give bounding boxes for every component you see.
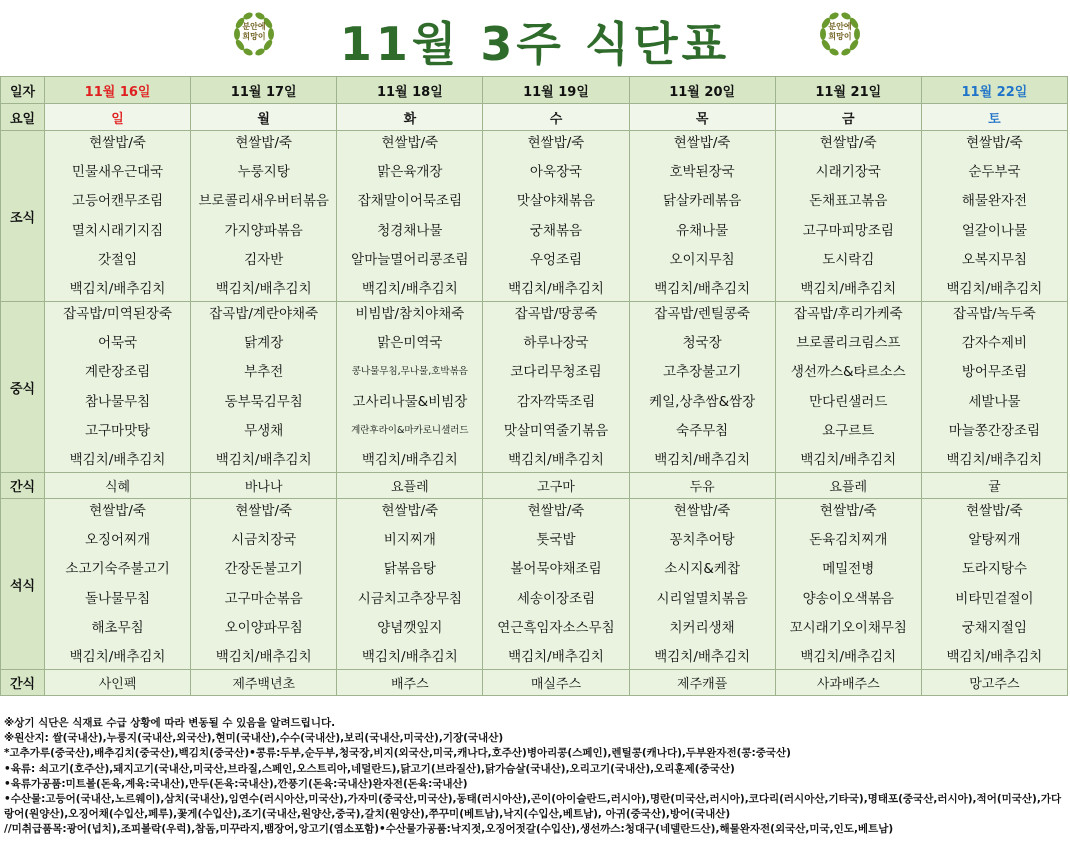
footnote-line: *고추가루(중국산),배추김치(중국산),백김치(중국산)•콩류:두부,순두부,청국장,비지(외국산,미국,캐나다,호주산)병아리콩(스페인),렌틸콩(캐나다),두부완자전(콩:중국산) [4,747,791,760]
dish-item: 비빔밥/참치야채죽 [355,306,465,322]
snack-cell: 망고주스 [921,670,1067,696]
dish-item: 백김치/배추김치 [508,280,604,297]
logo-text: 분안에 희망이 [828,22,852,41]
weekday-cell: 일 [45,104,191,131]
dish-item: 부추전 [244,364,284,381]
dish-item: 아욱장국 [529,164,583,181]
meal-cell [629,302,775,473]
dish-item: 유채나물 [676,222,729,239]
meal-cell [191,302,337,473]
footnote-line: •육류가공품:미트볼(돈육,계육:국내산),만두(돈육:국내산),깐풍기(돈육:국내산)완자전(돈육:국내산) [4,777,468,790]
dish-item: 어묵국 [98,335,138,352]
dish-item: 계란후라이&마카로니샐러드 [351,424,469,436]
dish-item: 닭계장 [244,335,284,352]
dish-item: 얼갈이나물 [961,222,1028,239]
dish-list [483,499,628,669]
dish-item: 고사리나물&비빔장 [352,393,468,410]
dish-item: 도시락김 [822,251,875,268]
meal-label-snack: 간식 [1,473,45,499]
dish-item: 잡곡밥/땅콩죽 [514,306,598,322]
dish-item: 알마늘멸어리콩조림 [351,251,469,268]
snack-cell: 사과배주스 [775,670,921,696]
dish-item: 잡곡밥/미역된장죽 [63,306,173,322]
dish-item: 현쌀밥/죽 [235,503,293,519]
dish-item: 백김치/배추김치 [361,648,458,665]
dish-item: 현쌀밥/죽 [89,503,146,519]
dish-item: 양송이오색볶음 [802,590,894,607]
date-cell: 11월 18일 [337,77,483,104]
meal-cell [45,131,191,302]
dish-item: 현쌀밥/죽 [819,135,877,151]
dish-item: 멸치시래기지짐 [71,222,164,239]
dish-list [922,302,1067,472]
meal-cell [775,302,921,473]
dish-item: 도라지탕수 [961,561,1028,578]
dish-item: 비타민겉절이 [955,590,1034,607]
dish-item: 현쌀밥/죽 [89,135,146,151]
dish-item: 양념깻잎지 [377,619,443,636]
dish-item: 현쌀밥/죽 [527,503,585,519]
dish-list [483,302,628,472]
snack-cell: 바나나 [191,473,337,499]
dish-list [922,131,1067,301]
dish-item: 현쌀밥/죽 [673,135,731,151]
meal-cell [775,131,921,302]
dish-item: 궁채지절임 [961,619,1028,636]
dish-item: 갓절임 [98,251,138,268]
dish-item: 감자수제비 [961,335,1028,352]
meal-cell [191,499,337,670]
dish-item: 김자반 [244,251,284,268]
dish-list [922,499,1067,669]
dish-item: 맑은육개장 [377,164,443,181]
meal-cell [483,131,629,302]
dish-item: 백김치/배추김치 [800,451,897,468]
snack-cell: 매실주스 [483,670,629,696]
meal-cell [629,499,775,670]
dish-item: 백김치/배추김치 [946,451,1043,468]
dish-item: 고구마맛탕 [84,422,151,439]
logo-text: 분안에 희망이 [242,22,266,41]
dish-list [776,302,921,472]
dish-list [337,499,482,669]
dish-item: 잡곡밥/렌틸콩죽 [654,306,751,322]
meal-cell [45,499,191,670]
snack-cell: 사인펙 [45,670,191,696]
meal-cell [483,302,629,473]
dish-item: 맛살야채볶음 [516,193,596,210]
dish-item: 감자깍뚝조림 [516,393,596,410]
dish-item: 잡곡밥/후리가케죽 [793,306,903,322]
dish-item: 백김치/배추김치 [215,648,312,665]
dish-item: 무생채 [244,422,284,439]
dish-list [191,302,336,472]
dish-item: 톳국밥 [536,532,576,549]
footnote-line: •수산물:고등어(국내산,노르웨이),삼치(국내산),임연수(러시아산,미국산),가자미(중국산,미국산),동태(러시아산),곤이(아이슬란드,러시아),명란(미국산,러시아),코다리(러시아산,기타국),명태포(중국산,러시아),적어(미국산),가다랑어(원양산),오징어채(수입산,페루),꽃게(수입산),조기(국내산,원양산,중국),갈치(원양산),쭈꾸미(베트남),낙지(수입산,베트남), 아귀(중국산),방어(국내산) [4,793,1062,821]
dish-list [45,131,190,301]
dinner-row [1,499,1068,670]
dish-list [483,131,628,301]
dish-item: 고등어캔무조림 [71,193,164,210]
dish-item: 오이양파무침 [224,619,303,636]
dish-item: 현쌀밥/죽 [966,135,1023,151]
snack-row-1 [1,473,1068,499]
dish-item: 해물완자전 [961,193,1028,210]
dish-list [191,499,336,669]
meal-cell [921,131,1067,302]
dish-item: 현쌀밥/죽 [381,503,439,519]
dish-item: 백김치/배추김치 [654,451,751,468]
snack-cell: 식혜 [45,473,191,499]
dish-item: 방어무조림 [961,364,1028,381]
dish-item: 해초무침 [91,619,144,636]
dish-item: 백김치/배추김치 [654,648,751,665]
dish-item: 코다리무청조림 [510,364,602,381]
dish-item: 소고기숙주불고기 [65,561,170,578]
dish-item: 하루나장국 [523,335,589,352]
dish-item: 브로콜리새우버터볶음 [198,193,329,210]
dish-item: 요구르트 [822,422,875,439]
dish-item: 오복지무침 [961,251,1028,268]
dish-item: 만다린샐러드 [809,393,888,410]
dish-item: 잡채말이어묵조림 [357,193,463,210]
dish-item: 맑은미역국 [377,335,443,352]
weekday-cell: 토 [921,104,1067,131]
dish-item: 돈채표고볶음 [809,193,888,210]
dish-list [630,499,775,669]
dish-item: 치커리생채 [669,619,735,636]
dish-item: 생선까스&타르소스 [790,364,906,381]
snack-cell: 요플레 [337,473,483,499]
dish-item: 꼬시래기오이채무침 [789,619,907,636]
meal-label-lunch: 중식 [1,302,45,473]
dish-item: 호박된장국 [669,164,735,181]
date-cell: 11월 21일 [775,77,921,104]
date-cell: 11월 19일 [483,77,629,104]
dish-item: 잡곡밥/계란야채죽 [209,306,319,322]
meal-cell [337,302,483,473]
dish-item: 시금치고추장무침 [357,590,463,607]
dish-item: 청경채나물 [377,222,443,239]
dish-list [337,131,482,301]
snack-cell: 요플레 [775,473,921,499]
meal-cell [921,302,1067,473]
dish-item: 백김치/배추김치 [800,280,897,297]
snack-cell: 고구마 [483,473,629,499]
dish-item: 시리얼멸치볶음 [656,590,748,607]
date-cell: 11월 22일 [921,77,1067,104]
dish-item: 동부묵김무침 [224,393,303,410]
dish-item: 숙주무침 [676,422,729,439]
dish-item: 꽁치추어탕 [669,532,735,549]
meal-cell [629,131,775,302]
dish-list [45,302,190,472]
dish-item: 현쌀밥/죽 [673,503,731,519]
date-cell: 11월 20일 [629,77,775,104]
dish-item: 백김치/배추김치 [215,451,312,468]
meal-cell [775,499,921,670]
dish-item: 순두부국 [968,164,1021,181]
dish-item: 마늘쫑간장조림 [948,422,1041,439]
dish-item: 백김치/배추김치 [215,280,312,297]
dish-item: 현쌀밥/죽 [819,503,877,519]
dish-item: 궁채볶음 [529,222,583,239]
dish-item: 세송이장조림 [516,590,596,607]
dish-item: 세발나물 [968,393,1021,410]
dish-list [191,131,336,301]
dish-item: 시금치장국 [231,532,297,549]
dish-item: 청국장 [682,335,722,352]
dish-item: 참나물무침 [84,393,151,410]
meal-cell [191,131,337,302]
dish-item: 백김치/배추김치 [946,280,1043,297]
dish-item: 고구마피망조림 [802,222,894,239]
dish-item: 돈육김치찌개 [809,532,888,549]
weekday-cell: 금 [775,104,921,131]
dish-list [630,302,775,472]
dish-item: 콩나물무침,무나물,호박볶음 [351,366,468,378]
dish-item: 알탕찌개 [968,532,1021,549]
dish-item: 누룽지탕 [237,164,290,181]
footnotes [4,716,1066,838]
dish-item: 현쌀밥/죽 [235,135,293,151]
dish-item: 비지찌개 [383,532,436,549]
dish-item: 시래기장국 [815,164,881,181]
meal-cell [483,499,629,670]
date-row [1,77,1068,104]
meal-cell [45,302,191,473]
dish-item: 백김치/배추김치 [69,648,166,665]
dish-item: 잡곡밥/녹두죽 [953,306,1036,322]
dish-item: 백김치/배추김치 [508,648,604,665]
weekday-cell: 월 [191,104,337,131]
dish-item: 백김치/배추김치 [69,280,166,297]
weekday-cell: 수 [483,104,629,131]
dish-item: 백김치/배추김치 [361,280,458,297]
date-label: 일자 [1,77,45,104]
dish-item: 간장돈불고기 [224,561,303,578]
dish-item: 닭볶음탕 [383,561,436,578]
date-cell: 11월 16일 [45,77,191,104]
dish-item: 브로콜리크림스프 [796,335,901,352]
dish-item: 백김치/배추김치 [654,280,751,297]
meal-cell [337,131,483,302]
meal-table [0,76,1068,696]
footnote-line: //미취급품목:광어(넙치),조피볼락(우럭),참돔,미꾸라지,뱀장어,앙고기(염소포함)•수산물가공품:낙지젓,오징어젓갈(수입산),생선까스:청대구(네델란드산),해물완자전(외국산,미국,인도,베트남) [4,823,894,836]
dish-list [45,499,190,669]
dish-list [776,499,921,669]
dish-item: 볼어묵야채조림 [510,561,602,578]
dish-item: 백김치/배추김치 [69,451,166,468]
dish-item: 백김치/배추김치 [946,648,1043,665]
dish-item: 메밀전병 [822,561,875,578]
snack-cell: 제주캐플 [629,670,775,696]
weekday-label: 요일 [1,104,45,131]
weekday-row [1,104,1068,131]
footnote-line: ※상기 식단은 식재료 수급 상황에 따라 변동될 수 있음을 알려드립니다. [4,717,336,729]
dish-item: 백김치/배추김치 [361,451,458,468]
dish-item: 현쌀밥/죽 [527,135,585,151]
meal-label-dinner: 석식 [1,499,45,670]
dish-item: 민물새우근대국 [71,164,164,181]
meal-label-breakfast: 조식 [1,131,45,302]
meal-cell [921,499,1067,670]
dish-item: 맛살미역줄기볶음 [503,422,609,439]
weekday-cell: 화 [337,104,483,131]
meal-cell [337,499,483,670]
dish-item: 닭살카레볶음 [663,193,742,210]
weekday-cell: 목 [629,104,775,131]
dish-item: 우엉조림 [529,251,583,268]
dish-list [337,302,482,472]
dish-item: 돌나물무침 [84,590,151,607]
dish-item: 백김치/배추김치 [800,648,897,665]
meal-label-snack: 간식 [1,670,45,696]
dish-item: 연근흑임자소스무침 [497,619,615,636]
dish-item: 케일,상추쌈&쌈장 [649,393,756,410]
snack-cell: 제주백년초 [191,670,337,696]
snack-row-2 [1,670,1068,696]
dish-item: 현쌀밥/죽 [381,135,439,151]
breakfast-row [1,131,1068,302]
date-cell: 11월 17일 [191,77,337,104]
dish-item: 현쌀밥/죽 [966,503,1023,519]
dish-item: 가지양파볶음 [224,222,303,239]
lunch-row [1,302,1068,473]
dish-list [776,131,921,301]
page-title: 11월 3주 식단표 [339,17,731,71]
dish-item: 오이지무침 [669,251,735,268]
snack-cell: 배주스 [337,670,483,696]
dish-item: 백김치/배추김치 [508,451,604,468]
logo-wreath-right [814,8,866,60]
snack-cell: 두유 [629,473,775,499]
footnote-line: ※원산지: 쌀(국내산),누룽지(국내산,외국산),현미(국내산),수수(국내산),보리(국내산,미국산),기장(국내산) [4,732,504,745]
footnote-line: •육류: 쇠고기(호주산),돼지고기(국내산,미국산,브라질,스페인,오스트리아,네덜란드),닭고기(브라질산),닭가슴살(국내산),오리고기(국내산),오리훈제(중국산) [4,762,735,775]
page-header [0,0,1070,76]
dish-item: 소시지&케찹 [664,561,740,578]
dish-item: 오징어찌개 [84,532,151,549]
dish-item: 계란장조림 [84,364,151,381]
dish-list [630,131,775,301]
snack-cell: 귤 [921,473,1067,499]
dish-item: 고구마순볶음 [224,590,303,607]
dish-item: 고추장불고기 [663,364,742,381]
